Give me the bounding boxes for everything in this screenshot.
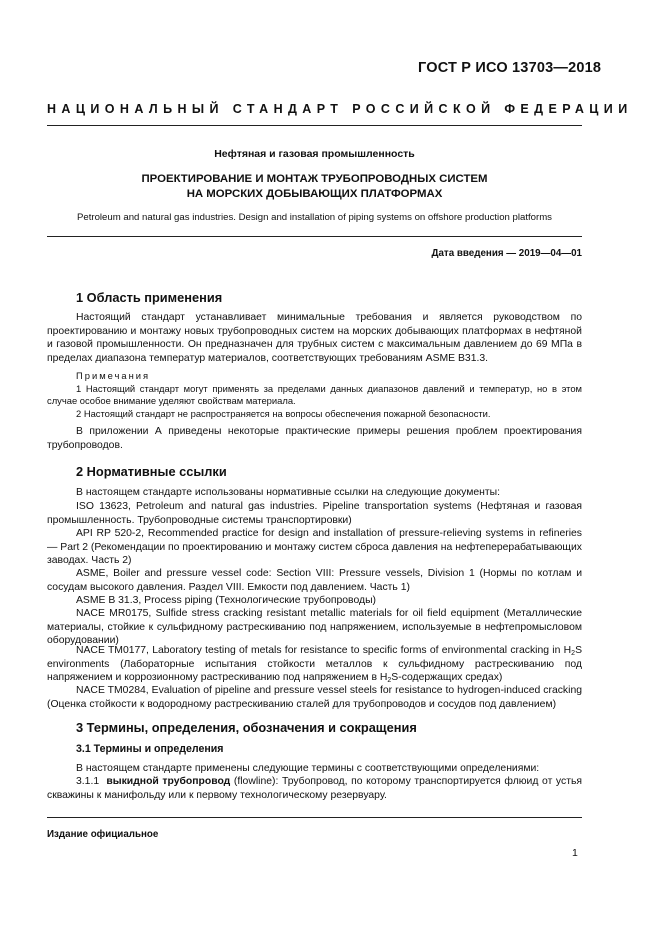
term-number: 3.1.1 [76,776,100,787]
section-2-heading: 2 Нормативные ссылки [76,464,227,479]
official-edition-label: Издание официальное [47,829,159,840]
title-divider [47,236,582,237]
term-3-1-1 [47,775,582,802]
reference-api-rp-520-2: API RP 520-2, Recommended practice for design and installation of pressure-relieving systems in refineries — Part 2 (Рекомендации по проектированию и монтажу систем сброса давления на нефтеперерабатывающих заводах. Часть 2) [47,528,582,567]
reference-asme-bpvc: ASME, Boiler and pressure vessel code: Section VIII: Pressure vessels, Division 1 (Нормы по котлам и сосудам высокого давления. Раздел VIII. Емкости под давлением. Часть 1) [47,568,582,593]
note-2: 2 Настоящий стандарт не распространяется на вопросы обеспечения пожарной безопасности. [76,408,491,419]
introduction-date: Дата введения — 2019—04—01 [431,248,582,259]
document-title-line2: НА МОРСКИХ ДОБЫВАЮЩИХ ПЛАТФОРМАХ [186,188,443,200]
references-intro: В настоящем стандарте использованы нормативные ссылки на следующие документы: [76,487,500,498]
terms-intro: В настоящем стандарте применены следующие термины с соответствующими определениями: [76,763,540,774]
term-definition: (flowline): Трубопровод, по которому транспортируется флюид от устья скважины к манифольду или к первому технологическому резервуару. [47,776,583,801]
note-1: 1 Настоящий стандарт могут применять за пределами данных диапазонов давлений и температур, но в этом случае особое внимание уделяют свойствам материала. [47,383,582,407]
subsection-3-1-heading: 3.1 Термины и определения [76,743,224,755]
page-number: 1 [572,847,578,859]
industry-title: Нефтяная и газовая промышленность [214,148,415,160]
reference-nace-mr0175: NACE MR0175, Sulfide stress cracking resistant metallic materials for oil field equipment (Металлические материалы, стойкие к сульфидному растрескиванию под напряжением, используемые в нефтепромысловом оборудовании) [47,608,582,647]
notes-heading: Примечания [76,370,151,381]
reference-asme-b31-3: ASME B 31.3, Process piping (Технологические трубопроводы) [76,595,376,606]
section-1-annex-paragraph: В приложении А приведены некоторые практические примеры решения проблем проектирования трубопроводов. [47,426,582,451]
reference-nace-tm0177: NACE TM0177, Laboratory testing of metals for resistance to specific forms of environmental cracking in $H_2S$ environments (Лабораторные испытания стойкости металлов к сульфидному растрескиванию под напряжением и коррозионному растрескиванию под напряжением в $H_2S$-содержащих средах) [47,645,582,685]
header-divider [47,125,582,126]
section-1-heading: 1 Область применения [76,290,223,305]
reference-nace-tm0284: NACE TM0284, Evaluation of pipeline and pressure vessel steels for resistance to hydrogen-induced cracking (Оценка стойкости к водородному растрескиванию сталей для трубопроводов и сосудов под давлением) [47,685,582,710]
reference-iso-13623: ISO 13623, Petroleum and natural gas industries. Pipeline transportation systems (Нефтяная и газовая промышленность. Трубопроводные системы транспортировки) [47,501,582,526]
term-name: выкидной трубопровод [106,776,231,787]
document-title-english: Petroleum and natural gas industries. Design and installation of piping systems on offshore production platforms [77,212,552,223]
section-3-heading: 3 Термины, определения, обозначения и сокращения [76,720,417,735]
section-1-paragraph: Настоящий стандарт устанавливает минимальные требования и является руководством по проектированию и монтажу новых трубопроводных систем на морских добывающих платформах в нефтяной и газовой промышленности. Он предназначен для трубных систем с максимальным давлением до 69 МПа в пределах диапазона температур материалов, соответствующих требованиям ASME B31.3. [47,312,582,364]
document-title [47,172,582,202]
national-standard-banner: НАЦИОНАЛЬНЫЙ СТАНДАРТ РОССИЙСКОЙ ФЕДЕРАЦИИ [47,102,633,116]
footer-divider [47,817,582,818]
standard-number: ГОСТ Р ИСО 13703—2018 [418,60,602,76]
document-title-line1: ПРОЕКТИРОВАНИЕ И МОНТАЖ ТРУБОПРОВОДНЫХ СИСТЕМ [141,173,488,185]
